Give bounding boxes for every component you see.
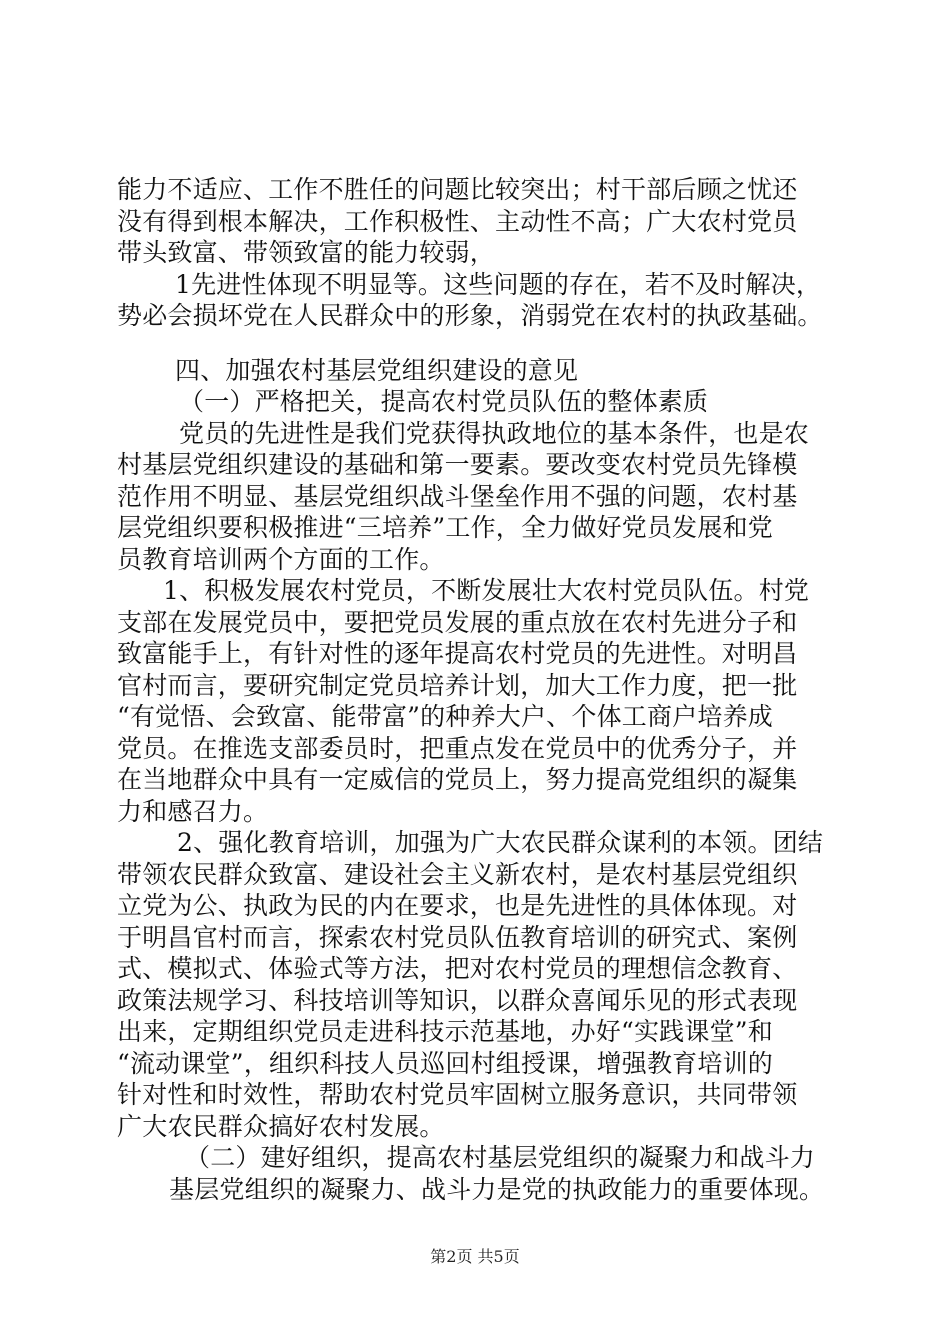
text-line: 致富能手上，有针对性的逐年提高农村党员的先进性。对明昌 (117, 639, 798, 668)
text-line: 2、强化教育培训，加强为广大农民群众谋利的本领。团结 (177, 828, 824, 857)
text-line: 带头致富、带领致富的能力较弱， (117, 238, 496, 267)
section-heading: 四、加强农村基层党组织建设的意见 (175, 355, 579, 385)
text-line: 势必会损坏党在人民群众中的形象，消弱党在农村的执政基础。 (117, 301, 823, 330)
text-line: “有觉悟、会致富、能带富”的种养大户、个体工商户培养成 (117, 702, 773, 731)
paragraph-gap (117, 332, 847, 355)
subsection-heading: （一）严格把关，提高农村党员队伍的整体素质 (179, 387, 709, 416)
text-line: 立党为公、执政为民的内在要求，也是先进性的具体体现。对 (117, 891, 798, 920)
subsection-heading: （二）建好组织，提高农村基层党组织的凝聚力和战斗力 (185, 1143, 816, 1172)
text-line: 式、模拟式、体验式等方法，把对农村党员的理想信念教育、 (117, 954, 798, 983)
text-line: 员教育培训两个方面的工作。 (117, 544, 445, 574)
text-line: 党员的先进性是我们党获得执政地位的基本条件，也是农 (179, 418, 810, 448)
page-footer: 第2页 共5页 (430, 1247, 520, 1266)
document-body (117, 174, 847, 1205)
text-line: 能力不适应、工作不胜任的问题比较突出；村干部后顾之忧还 (117, 175, 798, 204)
text-line: 带领农民群众致富、建设社会主义新农村，是农村基层党组织 (117, 859, 798, 889)
text-line: 出来，定期组织党员走进科技示范基地，办好“实践课堂”和 (117, 1017, 773, 1046)
text-line: 在当地群众中具有一定威信的党员上，努力提高党组织的凝集 (117, 765, 798, 794)
text-line: 力和感召力。 (117, 796, 269, 826)
text-line: 村基层党组织建设的基础和第一要素。要改变农村党员先锋模 (117, 450, 798, 479)
text-line: 基层党组织的凝聚力、战斗力是党的执政能力的重要体现。 (169, 1174, 825, 1204)
text-line: 官村而言，要研究制定党员培养计划，加大工作力度，把一批 (117, 670, 798, 700)
text-line: 广大农民群众搞好农村发展。 (117, 1111, 445, 1141)
text-line: 于明昌官村而言，探索农村党员队伍教育培训的研究式、案例 (117, 922, 798, 952)
text-line: 1、积极发展农村党员，不断发展壮大农村党员队伍。村党 (163, 576, 810, 605)
text-line: 层党组织要积极推进“三培养”工作，全力做好党员发展和党 (117, 513, 773, 542)
text-line: 支部在发展党员中，要把党员发展的重点放在农村先进分子和 (117, 607, 798, 637)
text-line: 党员。在推选支部委员时，把重点发在党员中的优秀分子，并 (117, 733, 798, 763)
text-line: 范作用不明显、基层党组织战斗堡垒作用不强的问题，农村基 (117, 481, 798, 511)
text-line: 没有得到根本解决，工作积极性、主动性不高；广大农村党员 (117, 206, 798, 236)
text-line: 政策法规学习、科技培训等知识，以群众喜闻乐见的形式表现 (117, 985, 798, 1015)
text-line: 针对性和时效性，帮助农村党员牢固树立服务意识，共同带领 (117, 1080, 798, 1109)
text-line: 1先进性体现不明显等。这些问题的存在，若不及时解决， (175, 269, 822, 299)
text-line: “流动课堂”，组织科技人员巡回村组授课，增强教育培训的 (117, 1048, 773, 1078)
